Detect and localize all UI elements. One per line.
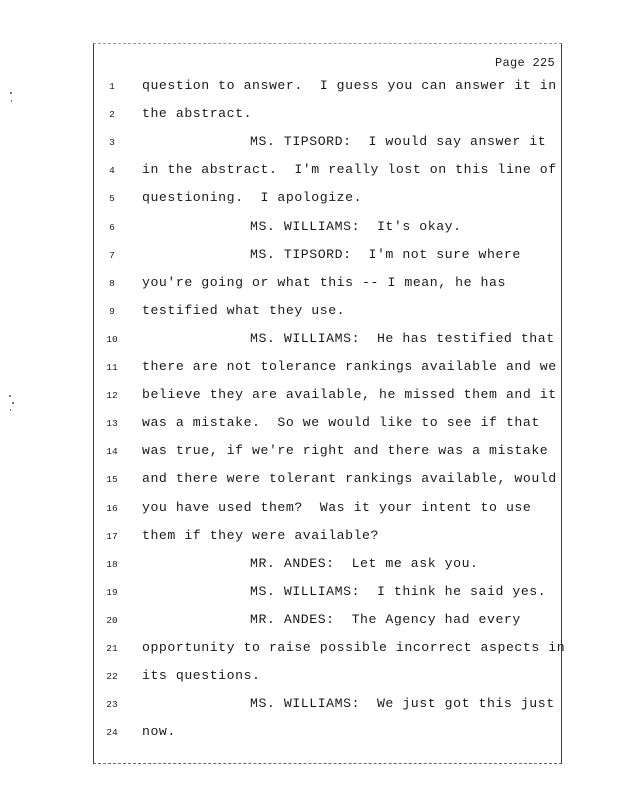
transcript-line [94, 358, 561, 378]
transcript-line [94, 639, 566, 659]
line-text: the abstract. [142, 106, 253, 122]
line-number: 2 [109, 109, 115, 121]
scan-speck [11, 100, 12, 102]
transcript-line [94, 330, 561, 350]
line-text: testified what they use. [142, 302, 346, 318]
line-number: 19 [106, 586, 118, 598]
transcript-line [94, 302, 561, 322]
transcript-line [94, 611, 561, 631]
line-number: 8 [109, 277, 115, 289]
line-text: MS. WILLIAMS: It's okay. [250, 218, 462, 234]
line-number: 22 [106, 671, 118, 683]
scan-speck [10, 92, 12, 94]
line-number: 24 [106, 727, 118, 739]
transcript-line [94, 667, 561, 687]
transcript-line [94, 470, 561, 490]
line-number: 5 [109, 193, 115, 205]
line-number: 21 [106, 643, 118, 654]
transcript-line [94, 189, 561, 209]
transcript-line [94, 386, 561, 406]
scan-speck [9, 395, 11, 397]
line-number: 15 [106, 474, 118, 486]
line-text: MR. ANDES: The Agency had every [250, 611, 521, 627]
line-text: MS. TIPSORD: I'm not sure where [250, 246, 521, 262]
line-number: 1 [109, 81, 115, 92]
line-text: MS. TIPSORD: I would say answer it [250, 134, 547, 150]
line-text: was a mistake. So we would like to see if that [142, 415, 540, 431]
scan-speck [10, 409, 11, 411]
line-text: MS. WILLIAMS: I think he said yes. [250, 583, 547, 599]
line-number: 23 [106, 699, 118, 711]
line-text: and there were tolerant rankings available, would [142, 471, 557, 487]
line-text: MR. ANDES: Let me ask you. [250, 555, 479, 571]
line-number: 16 [106, 502, 118, 514]
line-text: you have used them? Was it your intent to use [142, 499, 532, 515]
transcript-page [93, 43, 566, 764]
line-number: 11 [106, 362, 118, 373]
transcript-line [94, 695, 561, 715]
line-text: opportunity to raise possible incorrect aspects in [142, 640, 566, 655]
line-text: questioning. I apologize. [142, 190, 363, 206]
line-text: believe they are available, he missed them and it [142, 387, 557, 403]
transcript-line [94, 555, 561, 575]
line-text: there are not tolerance rankings available and we [142, 359, 557, 374]
line-text: MS. WILLIAMS: We just got this just [250, 696, 555, 712]
line-text: them if they were available? [142, 527, 379, 543]
line-text: in the abstract. I'm really lost on this line of [142, 162, 557, 178]
transcript-line [94, 723, 561, 743]
line-number: 12 [106, 390, 118, 402]
transcript-line [94, 77, 561, 97]
transcript-line [94, 442, 561, 462]
line-number: 4 [109, 165, 115, 177]
line-number: 17 [106, 530, 118, 542]
line-number: 10 [106, 333, 118, 345]
transcript-line [94, 218, 561, 238]
line-text: question to answer. I guess you can answer it in [142, 78, 557, 93]
line-number: 6 [109, 221, 115, 233]
transcript-line [94, 246, 561, 266]
transcript-line [94, 499, 561, 519]
line-number: 7 [109, 249, 115, 261]
transcript-line [94, 527, 561, 547]
line-number: 20 [106, 614, 118, 626]
line-text: now. [142, 724, 176, 740]
transcript-line [94, 133, 561, 153]
transcript-line [94, 414, 561, 434]
line-number: 13 [106, 418, 118, 430]
transcript-line [94, 105, 561, 125]
page-number: Page 225 [494, 56, 555, 70]
transcript-line [94, 583, 561, 603]
scan-speck [12, 402, 14, 404]
transcript-line [94, 161, 561, 181]
line-number: 18 [106, 558, 118, 570]
line-text: MS. WILLIAMS: He has testified that [250, 330, 555, 346]
transcript-line [94, 274, 561, 294]
line-number: 9 [109, 305, 115, 317]
line-text: its questions. [142, 668, 261, 684]
line-text: was true, if we're right and there was a mistake [142, 443, 549, 459]
line-number: 3 [109, 137, 115, 149]
line-number: 14 [106, 446, 118, 458]
line-text: you're going or what this -- I mean, he has [142, 274, 506, 290]
